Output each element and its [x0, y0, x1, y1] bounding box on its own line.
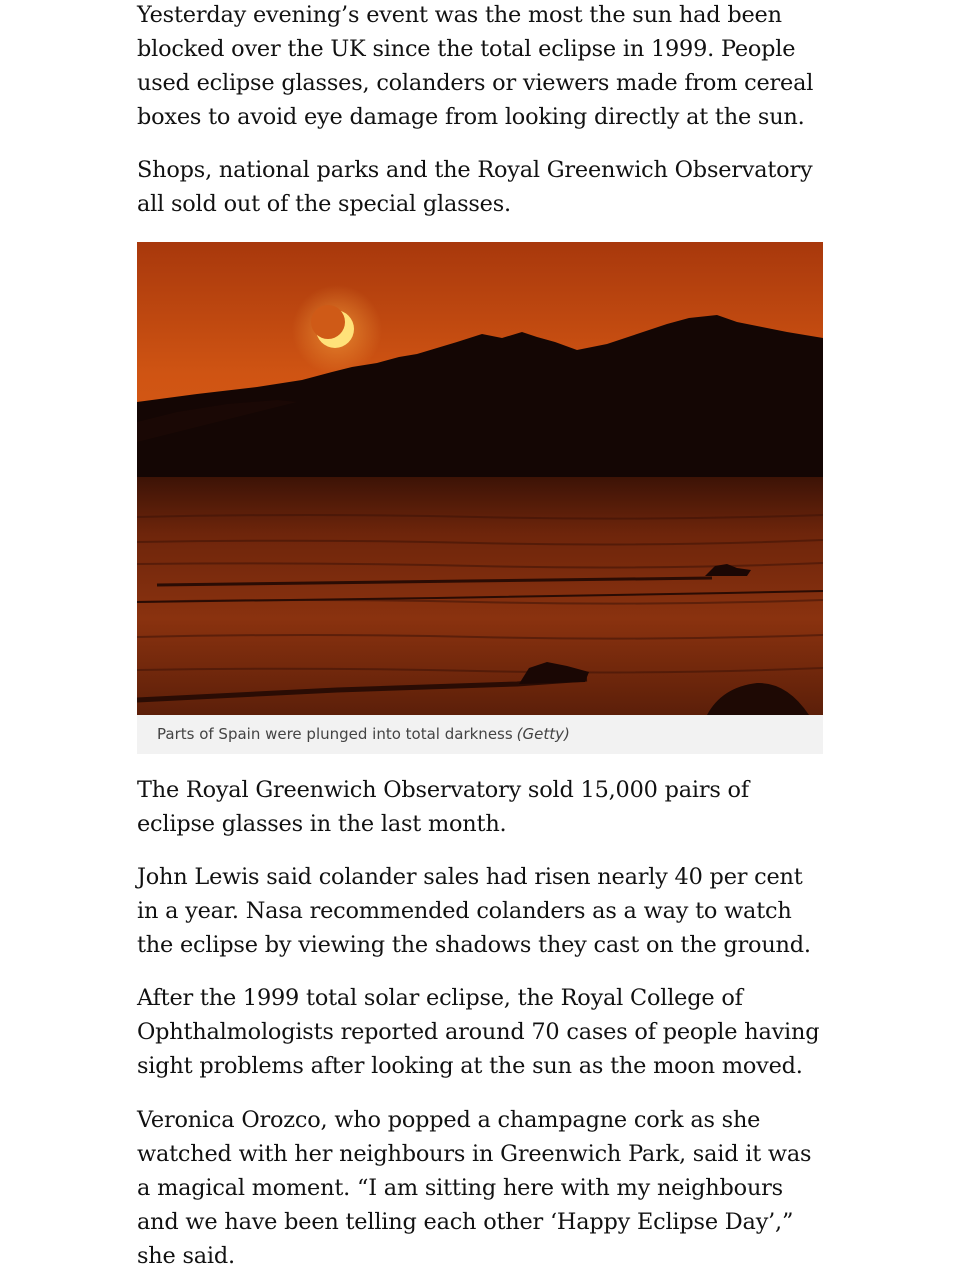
- article-paragraph: After the 1999 total solar eclipse, the Royal College of Ophthalmologists reported around 70 cases of people having sight problems after looking at the sun as the moon moved.: [137, 985, 820, 1079]
- eclipse-sunset-photo: [137, 242, 823, 715]
- article-paragraph: Shops, national parks and the Royal Greenwich Observatory all sold out of the special glasses.: [137, 157, 813, 217]
- article-paragraph: The Royal Greenwich Observatory sold 15,000 pairs of eclipse glasses in the last month.: [137, 777, 749, 837]
- article-paragraph: John Lewis said colander sales had risen nearly 40 per cent in a year. Nasa recommended colanders as a way to watch the eclipse by viewing the shadows they cast on the ground.: [137, 864, 811, 958]
- article-figure: [137, 242, 823, 754]
- caption-text: Parts of Spain were plunged into total darkness: [157, 725, 513, 743]
- article-paragraph: Yesterday evening’s event was the most the sun had been blocked over the UK since the total eclipse in 1999. People used eclipse glasses, colanders or viewers made from cereal boxes to avoid eye damage from looking directly at the sun.: [137, 2, 814, 130]
- image-caption: [137, 715, 823, 754]
- article-paragraph: Veronica Orozco, who popped a champagne cork as she watched with her neighbours in Greenwich Park, said it was a magical moment. “I am sitting here with my neighbours and we have been telling each other ‘Happy Eclipse Day’,” she said.: [137, 1107, 812, 1269]
- photo-credit: (Getty): [516, 725, 570, 743]
